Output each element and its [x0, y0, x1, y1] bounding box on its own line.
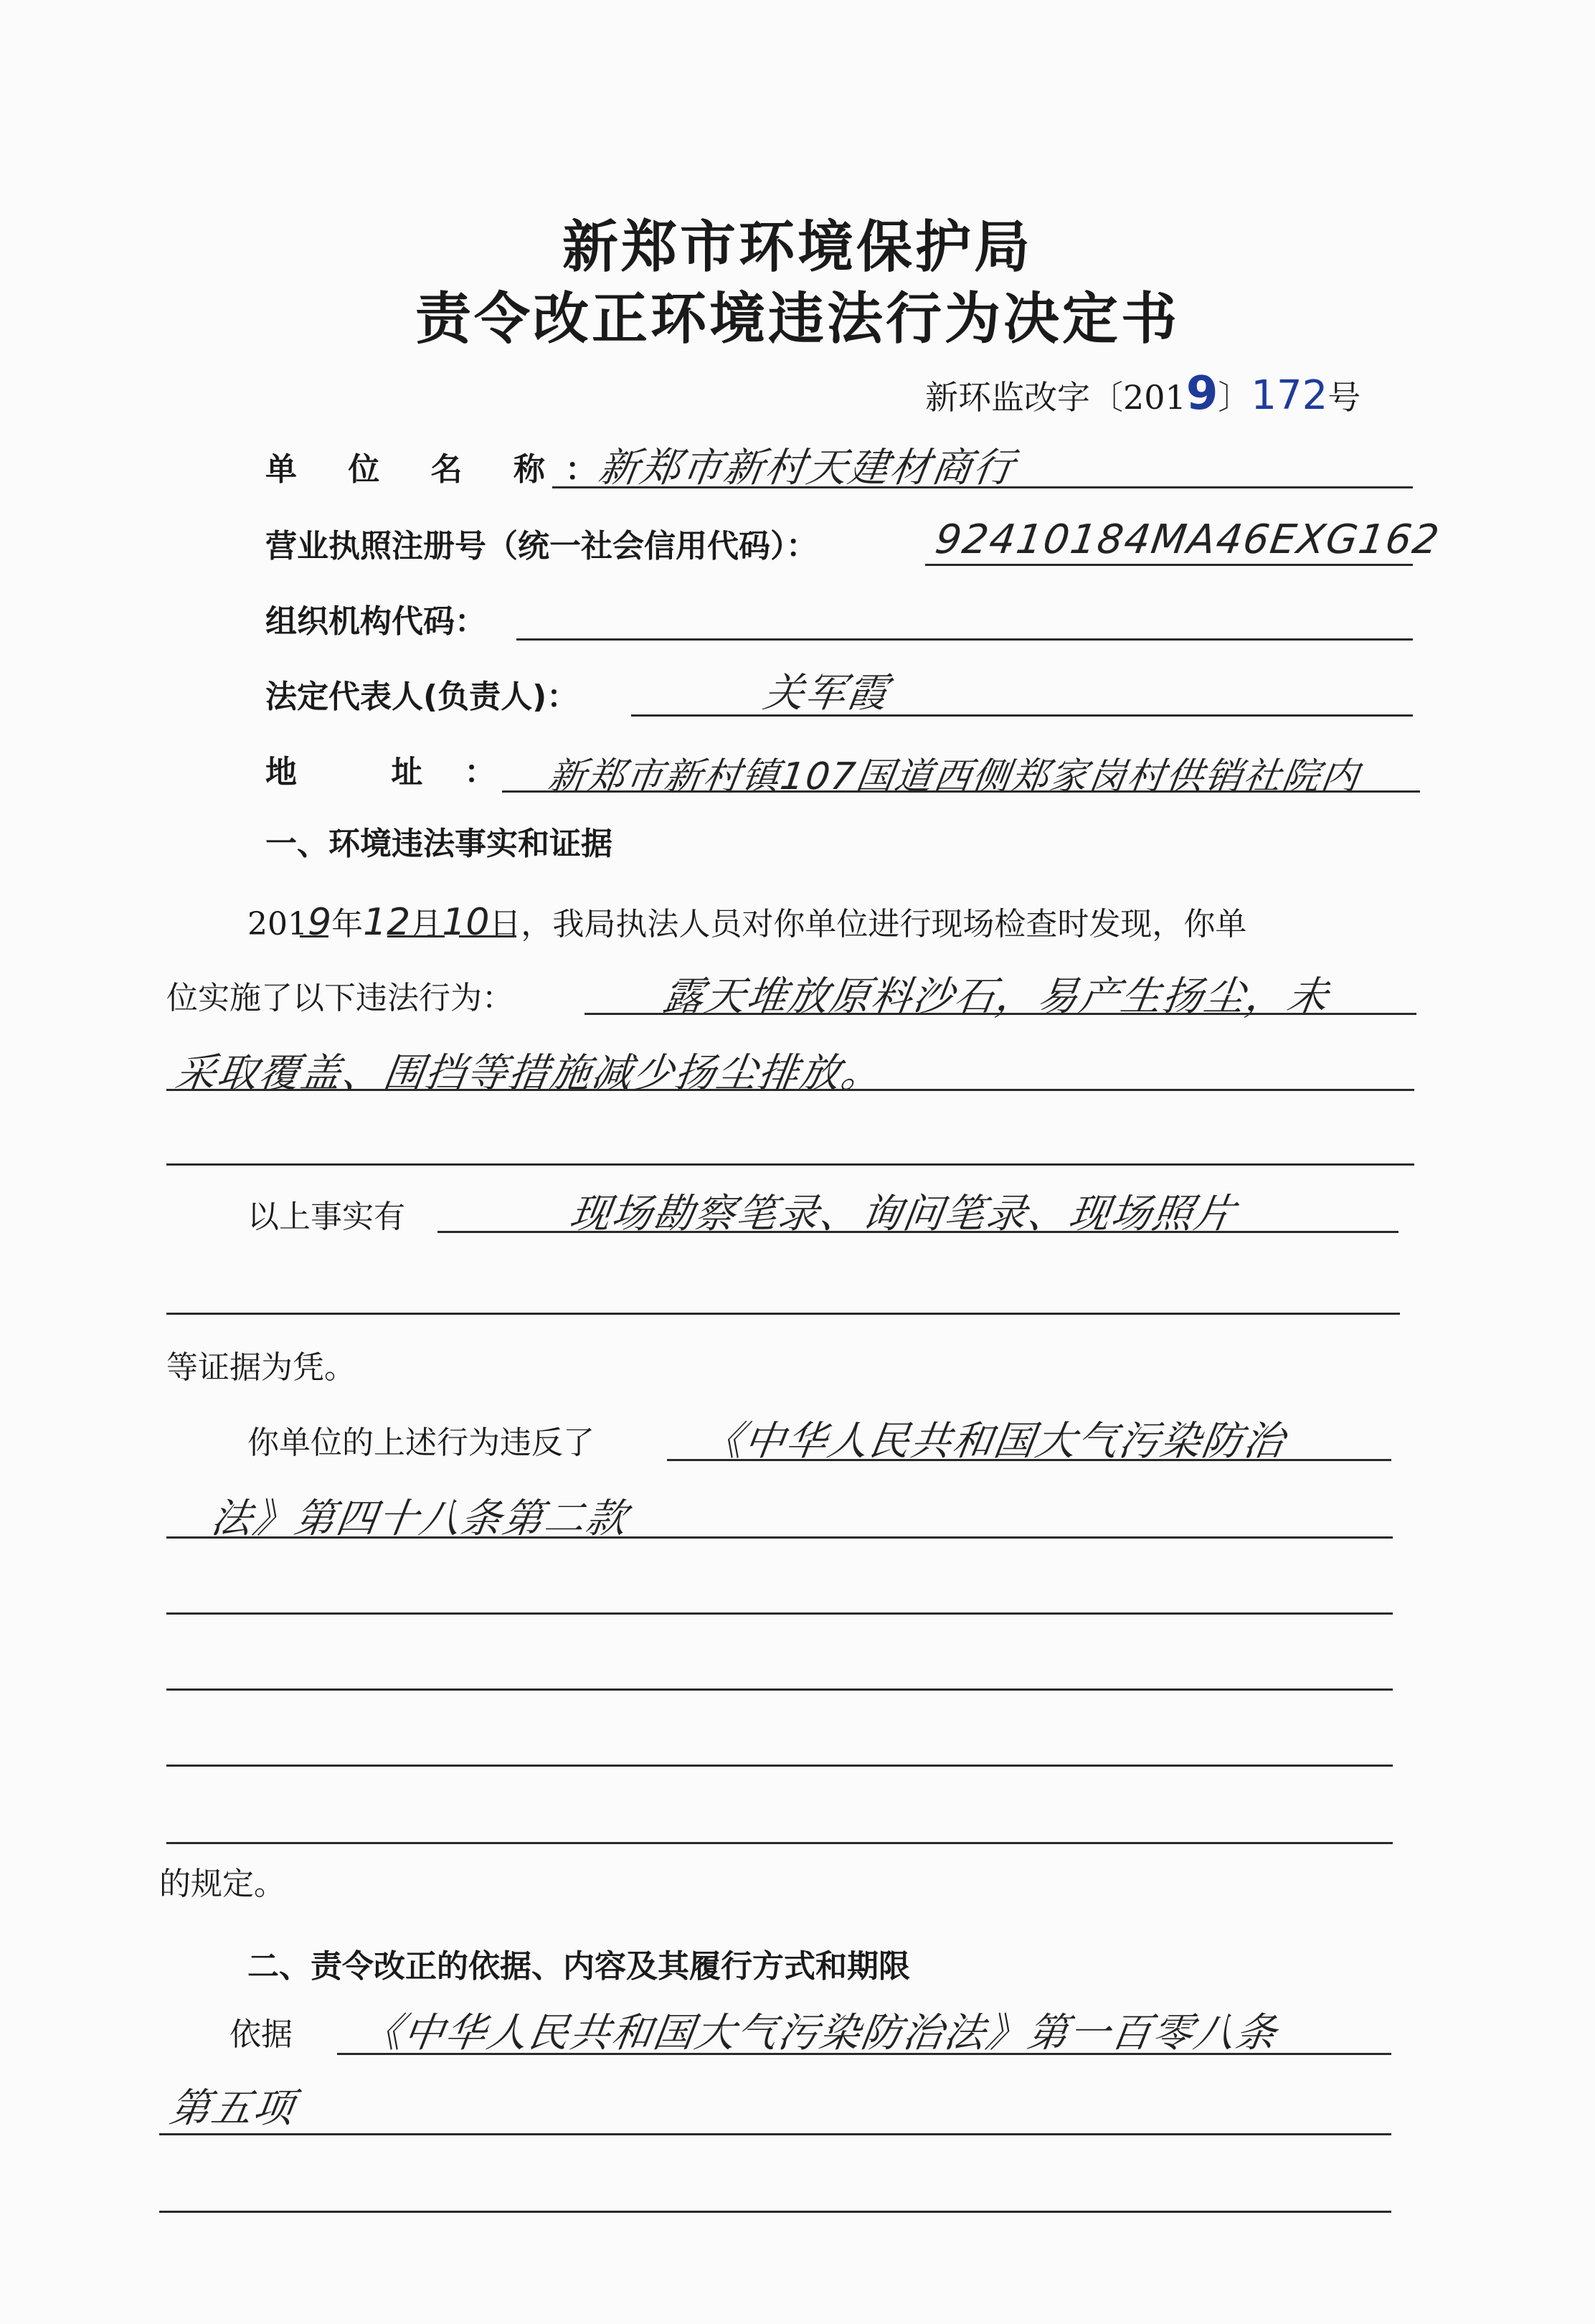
violation-line3-underline [166, 1163, 1414, 1166]
title-line2: 责令改正环境违法行为决定书 [415, 286, 1180, 351]
violation-line1: 露天堆放原料沙石，易产生扬尘，未 [660, 973, 1333, 1020]
section1-heading: 一、环境违法事实和证据 [265, 826, 612, 862]
date-year-digit: 9 [307, 901, 332, 944]
unit-name-label: 单 位 名 称： [265, 451, 617, 488]
doc-number-bracket: 〕 [1218, 378, 1251, 417]
date-day: 10 [442, 901, 490, 944]
facts-label: 以上事实有 [247, 1199, 405, 1235]
violation-line2: 采取覆盖、围挡等措施减少扬尘排放。 [172, 1050, 886, 1097]
doc-number-prefix: 新环监改字〔201 [925, 378, 1186, 417]
date-year-suffix: 年 [331, 906, 364, 943]
legal-rep-underline [631, 714, 1413, 717]
legal-rep-label: 法定代表人(负责人)： [265, 679, 579, 715]
facts-underline [437, 1231, 1398, 1233]
basis-line1: 《中华人民共和国大气污染防治法》第一百零八条 [359, 2010, 1281, 2056]
address-value: 新郑市新村镇107国道西侧郑家岗村供销社院内 [545, 755, 1363, 798]
basis-line1-underline [337, 2053, 1391, 2055]
document-number [925, 367, 1360, 420]
law-line2: 法》第四十八条第二款 [208, 1496, 631, 1542]
law-line2-underline [166, 1536, 1393, 1539]
basis-label: 依据 [229, 2016, 293, 2053]
basis-line2-underline [159, 2133, 1391, 2135]
date-month-underline [387, 935, 445, 937]
doc-number-suffix: 号 [1327, 378, 1361, 417]
unit-name-value: 新郑市新村天建材商行 [595, 445, 1018, 491]
doc-serial-number: 172 [1251, 372, 1328, 419]
unit-name-underline [552, 486, 1413, 488]
basis-line3-underline [159, 2211, 1391, 2213]
legal-rep-value: 关军霞 [760, 670, 892, 717]
violation-line1-underline [584, 1013, 1416, 1015]
facts-line2-underline [166, 1313, 1400, 1315]
address-label: 地 址： [265, 754, 538, 790]
license-underline [925, 564, 1413, 566]
law-line5-underline [166, 1765, 1393, 1767]
date-day-suffix: 日，我局执法人员对你单位进行现场检查时发现，你单 [489, 906, 1247, 943]
date-day-underline [459, 935, 516, 937]
license-value: 92410184MA46EXG162 [932, 516, 1444, 563]
law-intro: 你单位的上述行为违反了 [247, 1425, 595, 1461]
license-label: 营业执照注册号（统一社会信用代码）： [265, 528, 818, 565]
date-month-suffix: 月 [410, 906, 442, 943]
doc-year-digit: 9 [1185, 367, 1218, 420]
date-month: 12 [363, 901, 411, 944]
org-code-label: 组织机构代码： [265, 603, 486, 640]
facts-suffix: 等证据为凭。 [166, 1349, 356, 1386]
basis-line2: 第五项 [166, 2085, 298, 2132]
law-line1-underline [667, 1459, 1391, 1461]
title-line1: 新郑市环境保护局 [562, 214, 1033, 280]
violation-intro: 位实施了以下违法行为： [166, 980, 513, 1016]
law-line6-underline [166, 1842, 1393, 1844]
section2-heading: 二、责令改正的依据、内容及其履行方式和期限 [247, 1948, 910, 1985]
date-year-underline [300, 935, 328, 937]
law-line3-underline [166, 1612, 1393, 1615]
address-underline [502, 790, 1420, 793]
law-line1: 《中华人民共和国大气污染防治 [699, 1418, 1289, 1465]
law-suffix: 的规定。 [159, 1866, 285, 1902]
date-prefix: 201 [247, 906, 308, 943]
facts-value: 现场勘察笔录、询问笔录、现场照片 [567, 1191, 1239, 1237]
law-line4-underline [166, 1688, 1393, 1691]
org-code-underline [516, 638, 1413, 641]
violation-line2-underline [166, 1089, 1414, 1091]
